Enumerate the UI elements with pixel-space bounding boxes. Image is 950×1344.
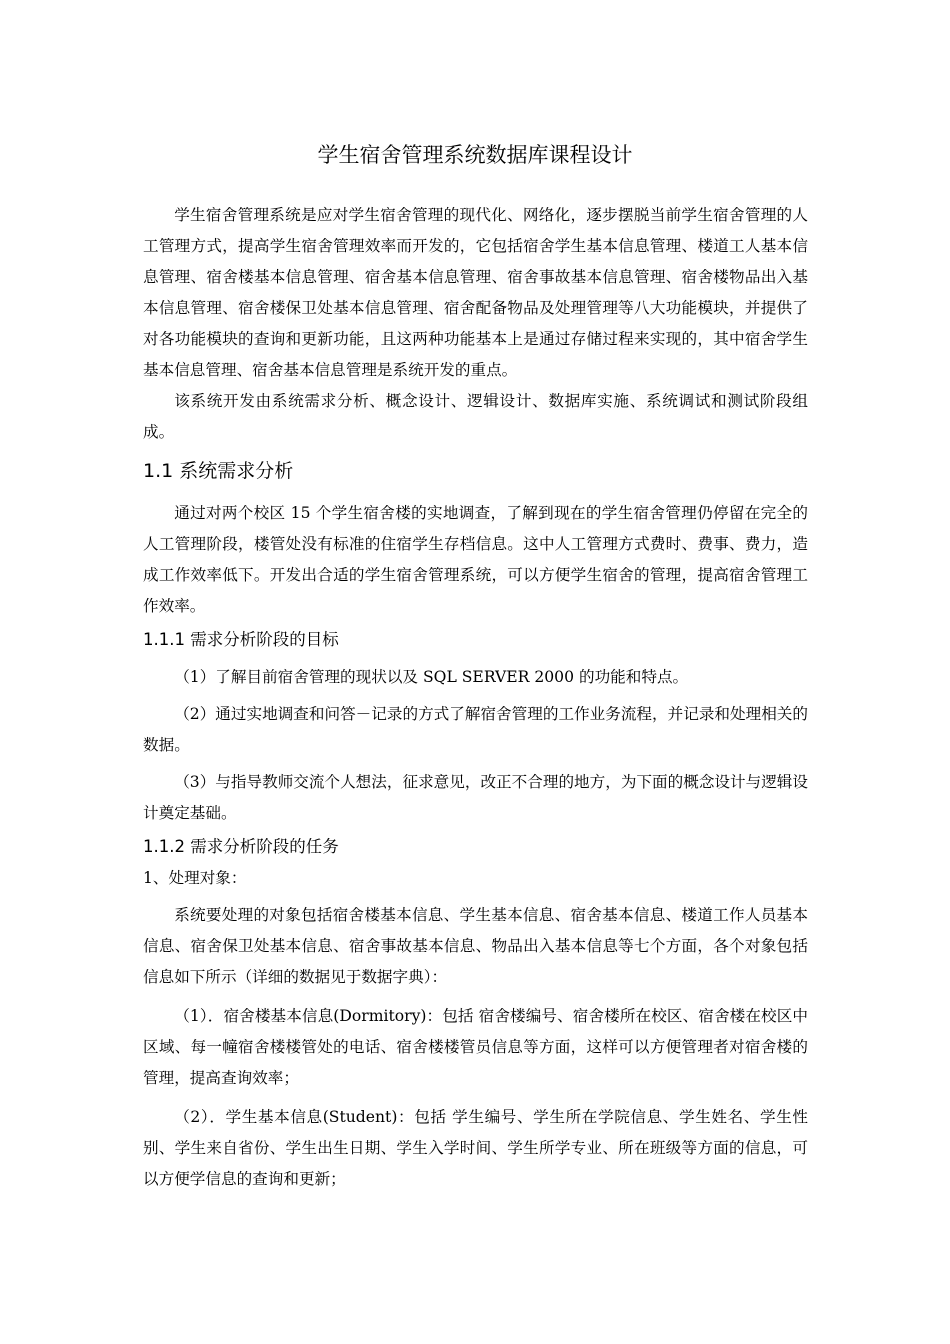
document-body xyxy=(143,200,808,1195)
processing-objects-paragraph: 系统要处理的对象包括宿舍楼基本信息、学生基本信息、宿舍基本信息、楼道工作人员基本信息、宿舍保卫处基本信息、宿舍事故基本信息、物品出入基本信息等七个方面，各个对象包括信息如下所示（详细的数据见于数据字典）： xyxy=(143,906,808,986)
section-1-1-1-heading: 1.1.1 需求分析阶段的目标 xyxy=(143,630,339,649)
section-1-1-2-heading: 1.1.2 需求分析阶段的任务 xyxy=(143,837,339,856)
goal-item-2: （2）通过实地调查和问答－记录的方式了解宿舍管理的工作业务流程，并记录和处理相关的数据。 xyxy=(143,705,808,754)
object-item-dormitory: （1）．宿舍楼基本信息(Dormitory)：包括 宿舍楼编号、宿舍楼所在校区、宿舍楼在校区中区域、每一幢宿舍楼楼管处的电话、宿舍楼楼管员信息等方面，这样可以方便管理者对宿舍楼的管理，提高查询效率； xyxy=(143,1007,808,1087)
processing-objects-label: 1、处理对象： xyxy=(143,869,247,887)
section-1-1-paragraph: 通过对两个校区 15 个学生宿舍楼的实地调查，了解到现在的学生宿舍管理仍停留在完全的人工管理阶段，楼管处没有标准的住宿学生存档信息。这中人工管理方式费时、费事、费力，造成工作效率低下。开发出合适的学生宿舍管理系统，可以方便学生宿舍的管理，提高宿舍管理工作效率。 xyxy=(143,504,808,615)
document-title: 学生宿舍管理系统数据库课程设计 xyxy=(317,143,633,167)
intro-paragraph-2: 该系统开发由系统需求分析、概念设计、逻辑设计、数据库实施、系统调试和测试阶段组成。 xyxy=(143,392,808,441)
section-1-1-heading: 1.1 系统需求分析 xyxy=(143,460,294,482)
intro-paragraph-1: 学生宿舍管理系统是应对学生宿舍管理的现代化、网络化，逐步摆脱当前学生宿舍管理的人工管理方式，提高学生宿舍管理效率而开发的，它包括宿舍学生基本信息管理、楼道工人基本信息管理、宿舍楼基本信息管理、宿舍基本信息管理、宿舍事故基本信息管理、宿舍楼物品出入基本信息管理、宿舍楼保卫处基本信息管理、宿舍配备物品及处理管理等八大功能模块，并提供了对各功能模块的查询和更新功能，且这两种功能基本上是通过存储过程来实现的，其中宿舍学生基本信息管理、宿舍基本信息管理是系统开发的重点。 xyxy=(143,206,808,379)
goal-item-3: （3）与指导教师交流个人想法，征求意见，改正不合理的地方，为下面的概念设计与逻辑设计奠定基础。 xyxy=(143,773,808,822)
goal-item-1: （1）了解目前宿舍管理的现状以及 SQL SERVER 2000 的功能和特点。 xyxy=(174,668,689,686)
object-item-student: （2）．学生基本信息(Student)：包括 学生编号、学生所在学院信息、学生姓名、学生性别、学生来自省份、学生出生日期、学生入学时间、学生所学专业、所在班级等方面的信息，可以方便学信息的查询和更新； xyxy=(143,1108,808,1188)
